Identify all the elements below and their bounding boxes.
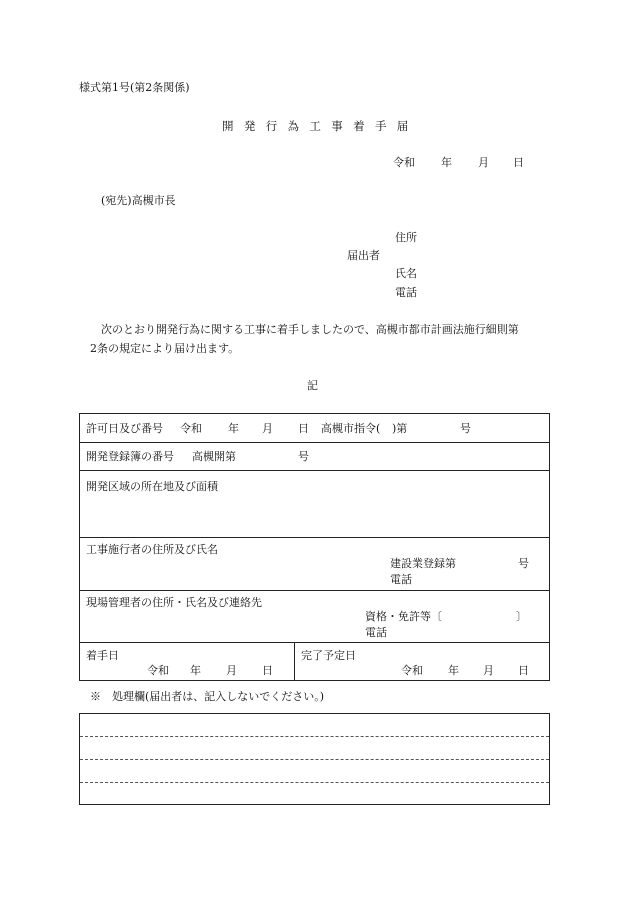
permit-year: 年: [228, 422, 239, 435]
permit-label: 許可日及び番号: [86, 422, 163, 435]
contractor-license: 建設業登録第: [390, 557, 456, 570]
manager-qualification-close: 〕: [516, 610, 527, 623]
dashed-line: [80, 759, 549, 760]
start-month: 月: [226, 664, 237, 677]
date-year: 年: [441, 156, 452, 169]
permit-directive-close: )第: [392, 422, 408, 435]
registry-label: 開発登録簿の番号: [86, 450, 174, 463]
manager-phone: 電話: [365, 626, 387, 639]
registry-suffix: 号: [298, 450, 309, 463]
permit-era: 令和: [180, 422, 202, 435]
date-day: 日: [513, 156, 524, 169]
applicant-address-label: 住所: [395, 231, 417, 244]
registry-prefix: 高槻開第: [192, 450, 236, 463]
permit-number-suffix: 号: [460, 422, 471, 435]
date-era: 令和: [393, 156, 415, 169]
table-divider: [80, 442, 549, 443]
processing-box: [79, 713, 550, 805]
applicant-name-label: 氏名: [395, 267, 417, 280]
table-column-divider: [294, 642, 295, 681]
record-label: 記: [307, 379, 318, 392]
table-divider: [80, 642, 549, 643]
end-label: 完了予定日: [301, 649, 356, 662]
start-day: 日: [262, 664, 273, 677]
body-text-line1: 次のとおり開発行為に関する工事に着手しましたので、高槻市都市計画法施行細則第: [101, 323, 519, 336]
table-divider: [80, 537, 549, 538]
dashed-line: [80, 736, 549, 737]
manager-label: 現場管理者の住所・氏名及び連絡先: [86, 596, 262, 609]
date-month: 月: [478, 156, 489, 169]
table-divider: [80, 590, 549, 591]
applicant-label: 届出者: [347, 249, 380, 262]
addressee: (宛先)高槻市長: [101, 194, 176, 207]
start-year: 年: [190, 664, 201, 677]
permit-day: 日: [298, 422, 309, 435]
permit-month: 月: [262, 422, 273, 435]
table-divider: [80, 470, 549, 471]
contractor-label: 工事施行者の住所及び氏名: [86, 543, 218, 556]
dashed-line: [80, 782, 549, 783]
end-day: 日: [518, 664, 529, 677]
form-number: 様式第1号(第2条関係): [79, 81, 190, 94]
applicant-phone-label: 電話: [395, 286, 417, 299]
start-era: 令和: [147, 664, 169, 677]
manager-qualification: 資格・免許等〔: [365, 610, 442, 623]
body-text-line2: 2条の規定により届け出ます。: [90, 342, 240, 355]
processing-note: ※ 処理欄(届出者は、記入しないでください。): [90, 690, 325, 703]
start-label: 着手日: [86, 649, 119, 662]
document-title: 開発行為工事着手届: [222, 119, 419, 133]
contractor-phone: 電話: [390, 573, 412, 586]
end-year: 年: [448, 664, 459, 677]
end-month: 月: [483, 664, 494, 677]
end-era: 令和: [401, 664, 423, 677]
permit-directive: 高槻市指令(: [321, 422, 381, 435]
details-table: [79, 413, 550, 681]
contractor-license-suffix: 号: [518, 557, 529, 570]
area-label: 開発区域の所在地及び面積: [86, 480, 218, 493]
